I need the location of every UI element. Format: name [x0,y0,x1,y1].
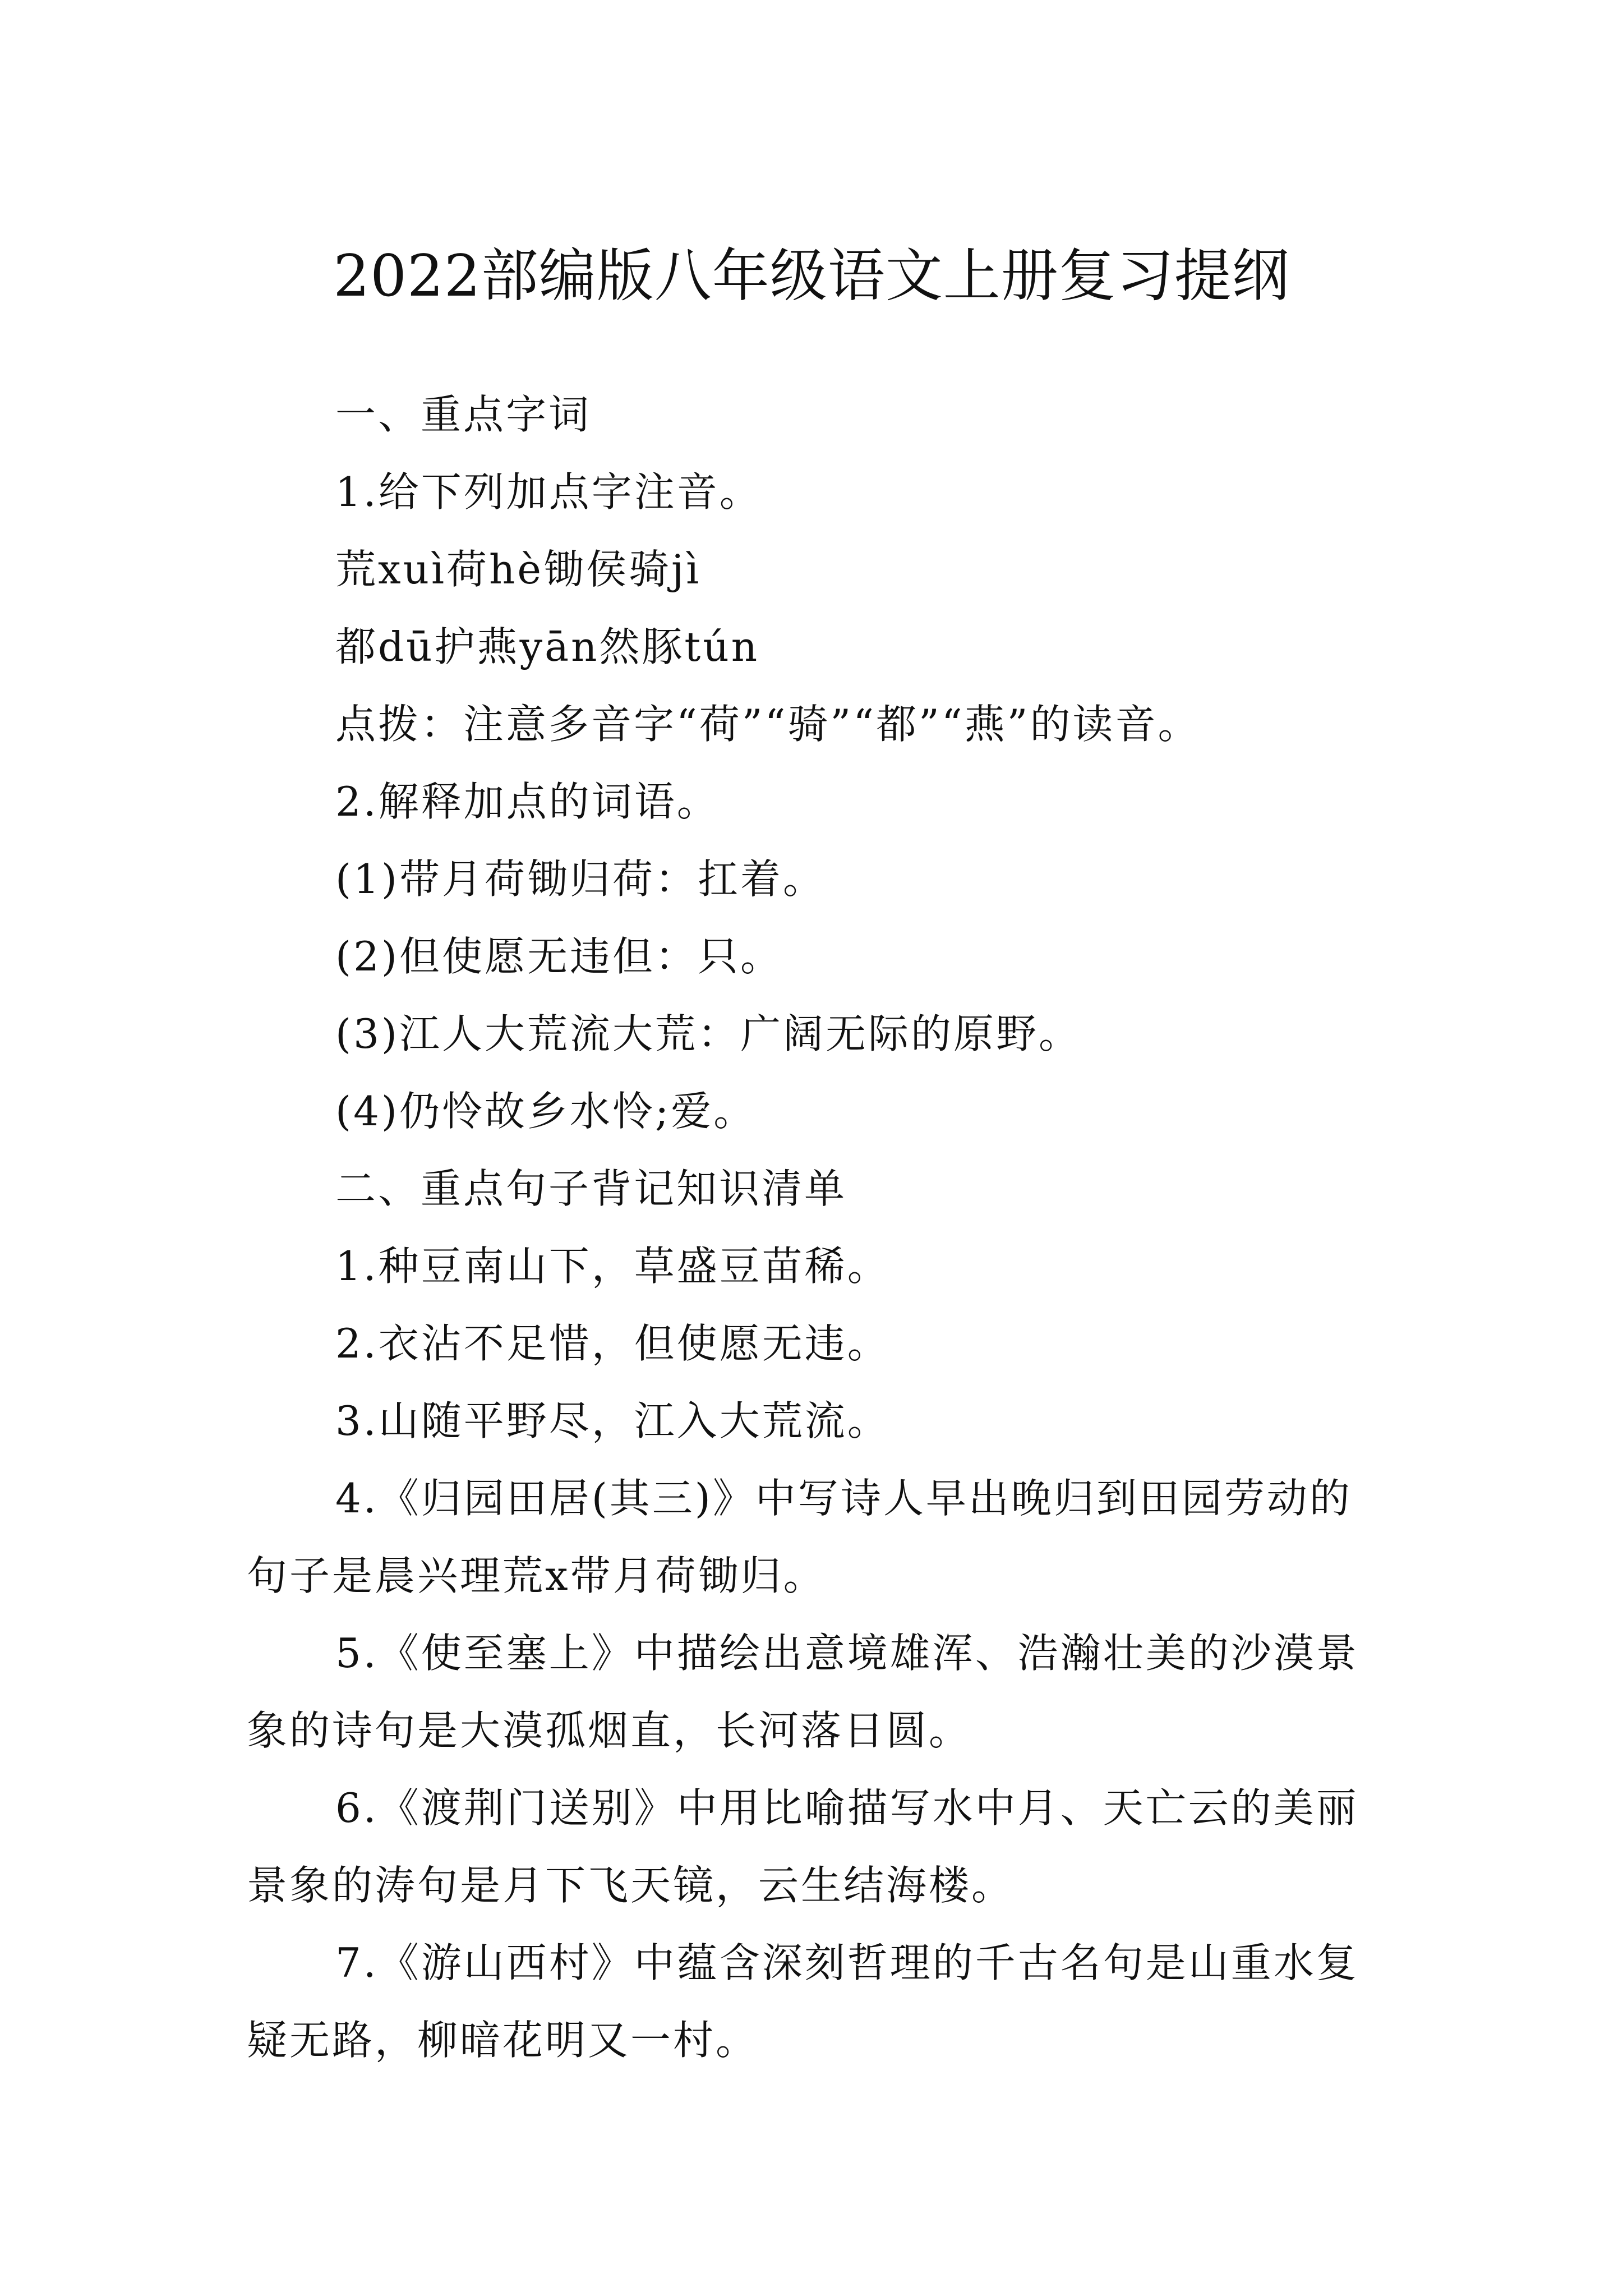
paragraph-question-1: 1.给下列加点字注音。 [335,468,762,516]
paragraph-sentence-5: 5.《使至塞上》中描绘出意境雄浑、浩瀚壮美的沙漠景象的诗句是大漠孤烟直，长河落日圆。 [247,1630,1359,1754]
paragraph-sentence-6: 6.《渡荆门送别》中用比喻描写水中月、天亡云的美丽景象的涛句是月下飞天镜，云生结海楼。 [247,1784,1359,1909]
paragraph-definition-1: (1)带月荷锄归荷：扛着。 [335,855,826,903]
document-body [247,376,1380,2079]
paragraph-pinyin-line-2: 都dū护燕yān然豚tún [335,623,760,670]
paragraph-question-2: 2.解释加点的词语。 [335,778,720,825]
paragraph-sentence-2: 2.衣沾不足惜，但使愿无违。 [335,1320,890,1367]
section-heading-key-words: 一、重点字词 [335,391,592,438]
paragraph-definition-4: (4)仍怜故乡水怜;爱。 [335,1088,757,1135]
section-heading-key-sentences: 二、重点句子背记知识清单 [335,1165,847,1212]
paragraph-tip: 点拨：注意多音字“荷”“骑”“都”“燕”的读音。 [335,701,1201,748]
document-title: 2022部编版八年级语文上册复习提纲 [333,243,1290,310]
paragraph-sentence-7: 7.《游山西村》中蕴含深刻哲理的千古名句是山重水复疑无路，柳暗花明又一村。 [247,1939,1359,2064]
paragraph-sentence-3: 3.山随平野尽，江入大荒流。 [335,1397,890,1444]
paragraph-pinyin-line-1: 荒xuì荷hè锄侯骑jì [335,546,702,593]
paragraph-definition-2: (2)但使愿无违但：只。 [335,933,783,980]
paragraph-sentence-4: 4.《归园田居(其三)》中写诗人早出晚归到田园劳动的句子是晨兴理荒x带月荷锄归。 [247,1475,1352,1599]
paragraph-definition-3: (3)江人大荒流大荒：广阔无际的原野。 [335,1010,1081,1057]
paragraph-sentence-1: 1.种豆南山下，草盛豆苗稀。 [335,1243,890,1290]
